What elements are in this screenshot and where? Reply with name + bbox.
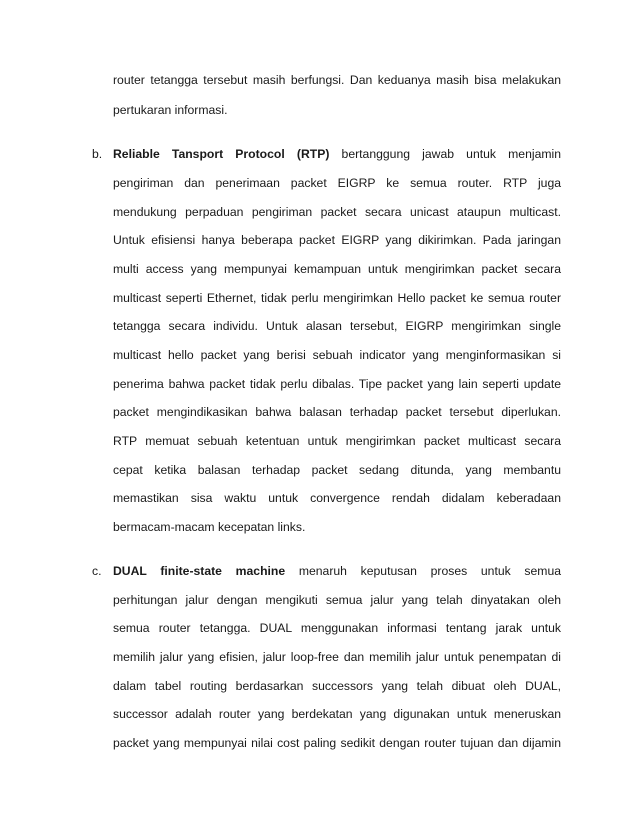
item-c-line: perhitungan jalur dengan mengikuti semua jalur yang telah dinyatakan oleh bbox=[113, 593, 561, 607]
item-b-line: mendukung perpaduan pengiriman packet secara unicast ataupun multicast. bbox=[113, 205, 561, 219]
list-marker-c: c. bbox=[92, 564, 102, 578]
item-b-line: multicast hello packet yang berisi sebuah indicator yang menginformasikan si bbox=[113, 348, 561, 362]
item-b-line: memastikan sisa waktu untuk convergence rendah didalam keberadaan bbox=[113, 491, 561, 505]
item-b-line: pengiriman dan penerimaan packet EIGRP ke semua router. RTP juga bbox=[113, 176, 561, 190]
item-b-first-rest: bertanggung jawab untuk menjamin bbox=[329, 147, 561, 161]
item-b-line: penerima bahwa packet tidak perlu dibalas. Tipe packet yang lain seperti update bbox=[113, 377, 561, 391]
item-c-line: successor adalah router yang berdekatan yang digunakan untuk meneruskan bbox=[113, 707, 561, 721]
item-c-line: dalam tabel routing berdasarkan successors yang telah dibuat oleh DUAL, bbox=[113, 679, 561, 693]
term-rtp: Reliable Tansport Protocol (RTP) bbox=[113, 147, 330, 161]
list-marker-b: b. bbox=[92, 147, 103, 161]
item-b-line: Untuk efisiensi hanya beberapa packet EIGRP yang dikirimkan. Pada jaringan bbox=[113, 233, 561, 247]
item-b-line: cepat ketika balasan terhadap packet sedang ditunda, yang membantu bbox=[113, 463, 561, 477]
item-c-line: semua router tetangga. DUAL menggunakan informasi tentang jarak untuk bbox=[113, 621, 561, 635]
item-b-line: bermacam-macam kecepatan links. bbox=[113, 520, 306, 534]
item-b-line: tetangga secara individu. Untuk alasan tersebut, EIGRP mengirimkan single bbox=[113, 319, 561, 333]
item-b-line: multicast seperti Ethernet, tidak perlu mengirimkan Hello packet ke semua router bbox=[113, 291, 561, 305]
intro-line: router tetangga tersebut masih berfungsi. Dan keduanya masih bisa melakukan bbox=[113, 73, 561, 87]
item-b-line: packet mengindikasikan bahwa balasan terhadap packet tersebut diperlukan. bbox=[113, 405, 561, 419]
intro-line: pertukaran informasi. bbox=[113, 103, 228, 117]
item-b-first-line bbox=[113, 146, 561, 162]
item-c-first-rest: menaruh keputusan proses untuk semua bbox=[285, 564, 562, 578]
term-dual: DUAL finite-state machine bbox=[113, 564, 286, 578]
item-b-line: RTP memuat sebuah ketentuan untuk mengirimkan packet multicast secara bbox=[113, 434, 561, 448]
item-c-line: packet yang mempunyai nilai cost paling sedikit dengan router tujuan dan dijamin bbox=[113, 736, 561, 750]
item-c-first-line bbox=[113, 563, 561, 579]
item-b-line: multi access yang mempunyai kemampuan untuk mengirimkan packet secara bbox=[113, 262, 561, 276]
item-c-line: memilih jalur yang efisien, jalur loop-free dan memilih jalur untuk penempatan di bbox=[113, 650, 561, 664]
